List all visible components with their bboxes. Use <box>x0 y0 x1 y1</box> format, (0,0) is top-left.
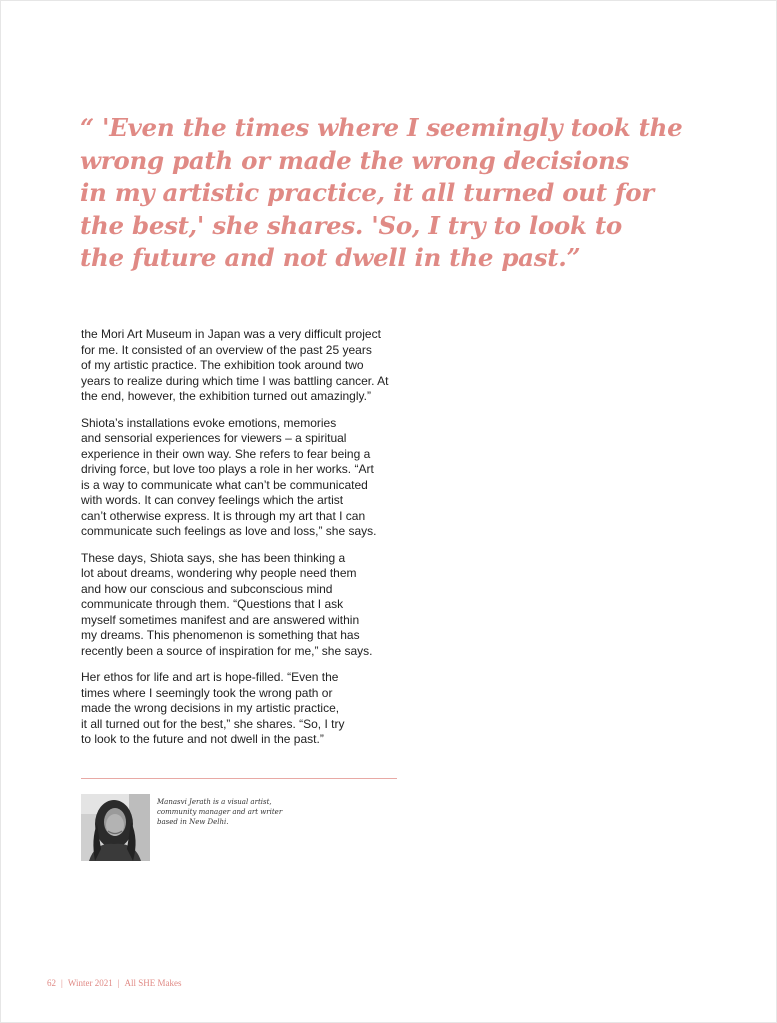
author-bio-line: based in New Delhi. <box>157 818 229 826</box>
pull-quote-line: the best,' she shares. 'So, I try to look to <box>80 210 622 240</box>
text-line: These days, Shiota says, she has been thinking a <box>81 550 346 565</box>
article-paragraph <box>81 551 411 660</box>
text-line: can’t otherwise express. It is through my art that I can <box>81 508 366 523</box>
text-line: times where I seemingly took the wrong path or <box>81 685 333 700</box>
article-paragraph <box>81 670 411 748</box>
footer-separator: | <box>117 978 120 988</box>
pull-quote <box>80 112 683 275</box>
text-line: my dreams. This phenomenon is something that has <box>81 628 360 642</box>
text-line: to look to the future and not dwell in the past.” <box>81 732 324 746</box>
text-line: made the wrong decisions in my artistic practice, <box>81 701 340 715</box>
page-number: 62 <box>47 978 56 988</box>
author-bio <box>157 797 297 827</box>
pull-quote-line: in my artistic practice, it all turned out for <box>80 178 654 207</box>
text-line: communicate such feelings as love and loss,” she says. <box>81 524 377 538</box>
issue-label: Winter 2021 <box>67 978 113 988</box>
text-line: and how our conscious and subconscious mind <box>81 581 333 596</box>
text-line: driving force, but love too plays a role in her works. “Art <box>81 462 374 476</box>
author-bio-line: Manasvi Jerath is a visual artist, <box>157 798 272 806</box>
text-line: myself sometimes manifest and are answered within <box>81 612 360 627</box>
section-divider <box>81 778 397 779</box>
portrait-illustration <box>81 794 150 861</box>
text-line: communicate through them. “Questions that I ask <box>81 597 344 611</box>
author-bio-line: community manager and art writer <box>157 808 283 816</box>
pull-quote-line: “ 'Even the times where I seemingly took the <box>80 113 683 142</box>
text-line: with words. It can convey feelings which the artist <box>81 493 344 507</box>
page-footer <box>47 978 182 988</box>
footer-separator: | <box>61 978 63 988</box>
text-line: experience in their own way. She refers to fear being a <box>81 446 371 461</box>
article-paragraph <box>81 327 411 405</box>
article-paragraph <box>81 416 411 540</box>
text-line: and sensorial experiences for viewers – a spiritual <box>81 431 347 445</box>
text-line: years to realize during which time I was battling cancer. At <box>81 373 389 388</box>
text-line: Her ethos for life and art is hope-filled. “Even the <box>81 670 339 684</box>
pull-quote-line: the future and not dwell in the past.” <box>80 243 581 272</box>
text-line: Shiota’s installations evoke emotions, memories <box>81 415 337 430</box>
text-line: recently been a source of inspiration for me,” she says. <box>81 643 373 658</box>
text-line: lot about dreams, wondering why people need them <box>81 566 357 580</box>
article-body <box>81 327 411 759</box>
text-line: it all turned out for the best,” she shares. “So, I try <box>81 716 345 731</box>
text-line: the end, however, the exhibition turned out amazingly.” <box>81 389 371 403</box>
text-line: the Mori Art Museum in Japan was a very difficult project <box>81 327 381 341</box>
author-portrait-icon <box>81 794 150 861</box>
publication-name: All SHE Makes <box>124 978 182 988</box>
text-line: of my artistic practice. The exhibition took around two <box>81 358 364 372</box>
pull-quote-line: wrong path or made the wrong decisions <box>80 145 629 175</box>
text-line: is a way to communicate what can’t be communicated <box>81 477 368 492</box>
text-line: for me. It consisted of an overview of the past 25 years <box>81 342 372 357</box>
